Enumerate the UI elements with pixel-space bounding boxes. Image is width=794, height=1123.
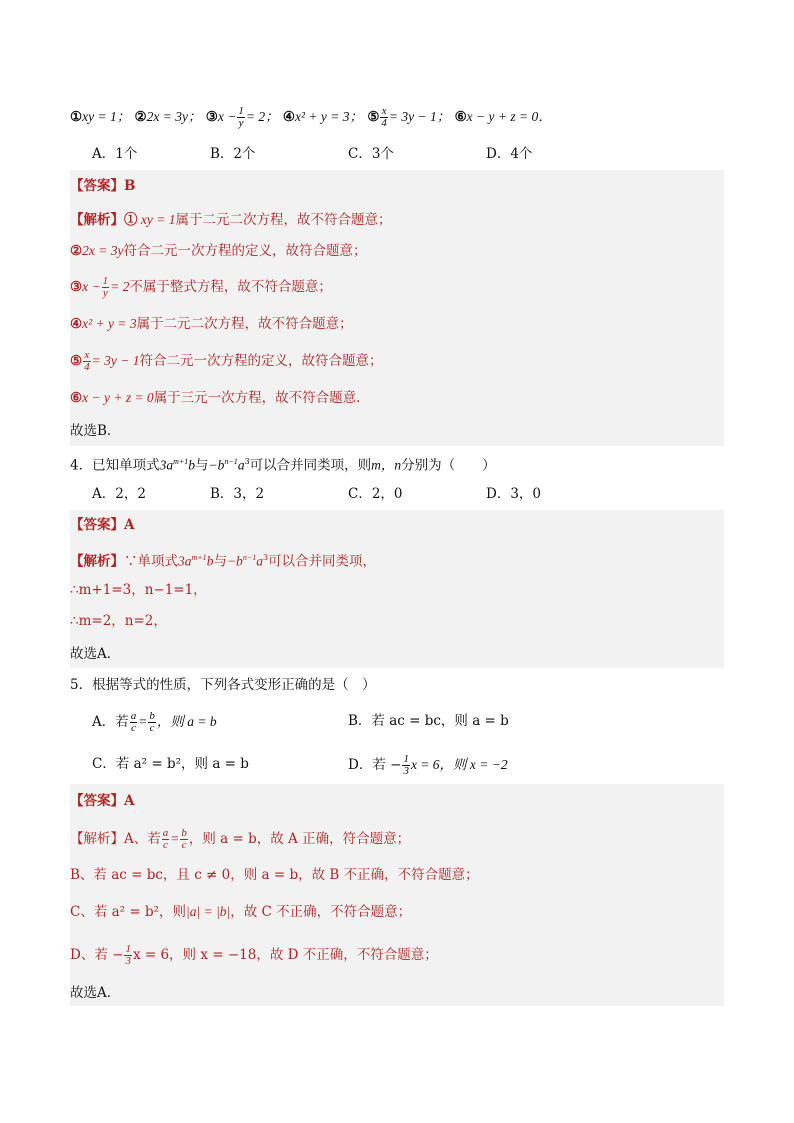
q5-answer: 【答案】A <box>70 793 135 809</box>
circle-number-6: ⑥ <box>454 109 467 125</box>
q4-step-2: ∴m=2，n=2， <box>70 613 167 629</box>
q4-analysis: 【解析】∵单项式$3a^{m+1}b$与$-b^{n-1}a^3$可以合并同类项， <box>70 553 377 570</box>
q3-analysis-3: ③x − $\frac{1}{y}$ = 2不属于整式方程，故不符合题意； <box>70 275 332 299</box>
q3-option-b: B．2个 <box>210 146 256 162</box>
equation-3-rhs: = 2； <box>245 109 279 124</box>
q5-option-b: B．若 ac = bc，则 a = b <box>348 713 509 729</box>
equation-1: xy = 1； <box>82 109 131 124</box>
q5-option-c: C．若 a² = b²，则 a = b <box>92 756 249 772</box>
q5-analysis-c: C、若 a² = b²，则|a| = |b|，故 C 不正确，不符合题意； <box>70 904 412 920</box>
q4-stem: 4．已知单项式$3a^{m+1}b$与$-b^{n-1}a^3$可以合并同类项，则m，n分别为（ ） <box>70 457 496 474</box>
equation-5: = 3y − 1； <box>388 109 451 124</box>
q5-option-a: A．若 $\frac{a}{c}$ = $\frac{b}{c}$ ，则 a = b <box>92 710 217 734</box>
q5-stem: 5．根据等式的性质，下列各式变形正确的是（ ） <box>70 677 376 693</box>
q3-analysis-2: ②2x = 3y符合二元一次方程的定义，故符合题意； <box>70 243 367 259</box>
q3-option-d: D．4个 <box>486 146 533 162</box>
fraction: $\frac{1}{y}$ <box>102 275 109 299</box>
q3-analysis-1: 【解析】① xy = 1属于二元二次方程，故不符合题意； <box>70 212 392 228</box>
q4-option-d: D．3，0 <box>486 486 542 502</box>
fraction: $\frac{x}{4}$ <box>84 349 90 373</box>
q4-step-1: ∴m+1=3，n−1=1， <box>70 582 207 598</box>
q5-answer-block <box>70 784 724 1006</box>
q5-conclusion: 故选A． <box>70 985 121 1001</box>
q3-stem <box>70 106 552 129</box>
circle-number-4: ④ <box>282 109 295 125</box>
q3-conclusion: 故选B． <box>70 423 121 439</box>
equation-6: x − y + z = 0． <box>466 109 552 124</box>
q4-option-b: B．3，2 <box>210 486 265 502</box>
q3-analysis-5: ⑤ $\frac{x}{4}$ = 3y − 1符合二元一次方程的定义，故符合题意； <box>70 349 383 373</box>
q3-analysis-4: ④x² + y = 3属于二元二次方程，故不符合题意； <box>70 316 353 332</box>
circle-number-1: ① <box>70 109 83 125</box>
q5-option-d: D．若 − $\frac{1}{3}$ x = 6，则 x = −2 <box>348 753 508 777</box>
q4-option-c: C．2，0 <box>348 486 403 502</box>
q3-answer: 【答案】B <box>70 178 136 194</box>
q3-analysis-6: ⑥x − y + z = 0属于三元一次方程，故不符合题意. <box>70 390 361 406</box>
circle-number-5: ⑤ <box>367 109 380 125</box>
equation-4: x² + y = 3； <box>295 109 364 124</box>
fraction: $\frac{1}{y}$ <box>238 105 244 129</box>
q3-option-c: C．3个 <box>348 146 394 162</box>
q5-analysis-b: B、若 ac = bc，且 c ≠ 0，则 a = b，故 B 不正确，不符合题意； <box>70 867 479 883</box>
q4-answer: 【答案】A <box>70 517 135 533</box>
circle-number-3: ③ <box>205 109 218 125</box>
fraction: $\frac{x}{4}$ <box>381 105 387 129</box>
q5-analysis-a: 【解析】A、若 $\frac{a}{c}$ = $\frac{b}{c}$ ，则 a = b，故 A 正确，符合题意； <box>70 827 411 851</box>
q3-option-a: A．1个 <box>92 146 138 162</box>
q4-conclusion: 故选A． <box>70 646 121 662</box>
q4-option-a: A．2，2 <box>92 486 146 502</box>
equation-3-lhs: x − <box>217 109 237 124</box>
circle-number-2: ② <box>134 109 147 125</box>
q5-analysis-d: D、若 − $\frac{1}{3}$ x = 6，则 x = −18，故 D 不正确，不符合题意； <box>70 943 438 967</box>
equation-2: 2x = 3y； <box>146 109 202 124</box>
